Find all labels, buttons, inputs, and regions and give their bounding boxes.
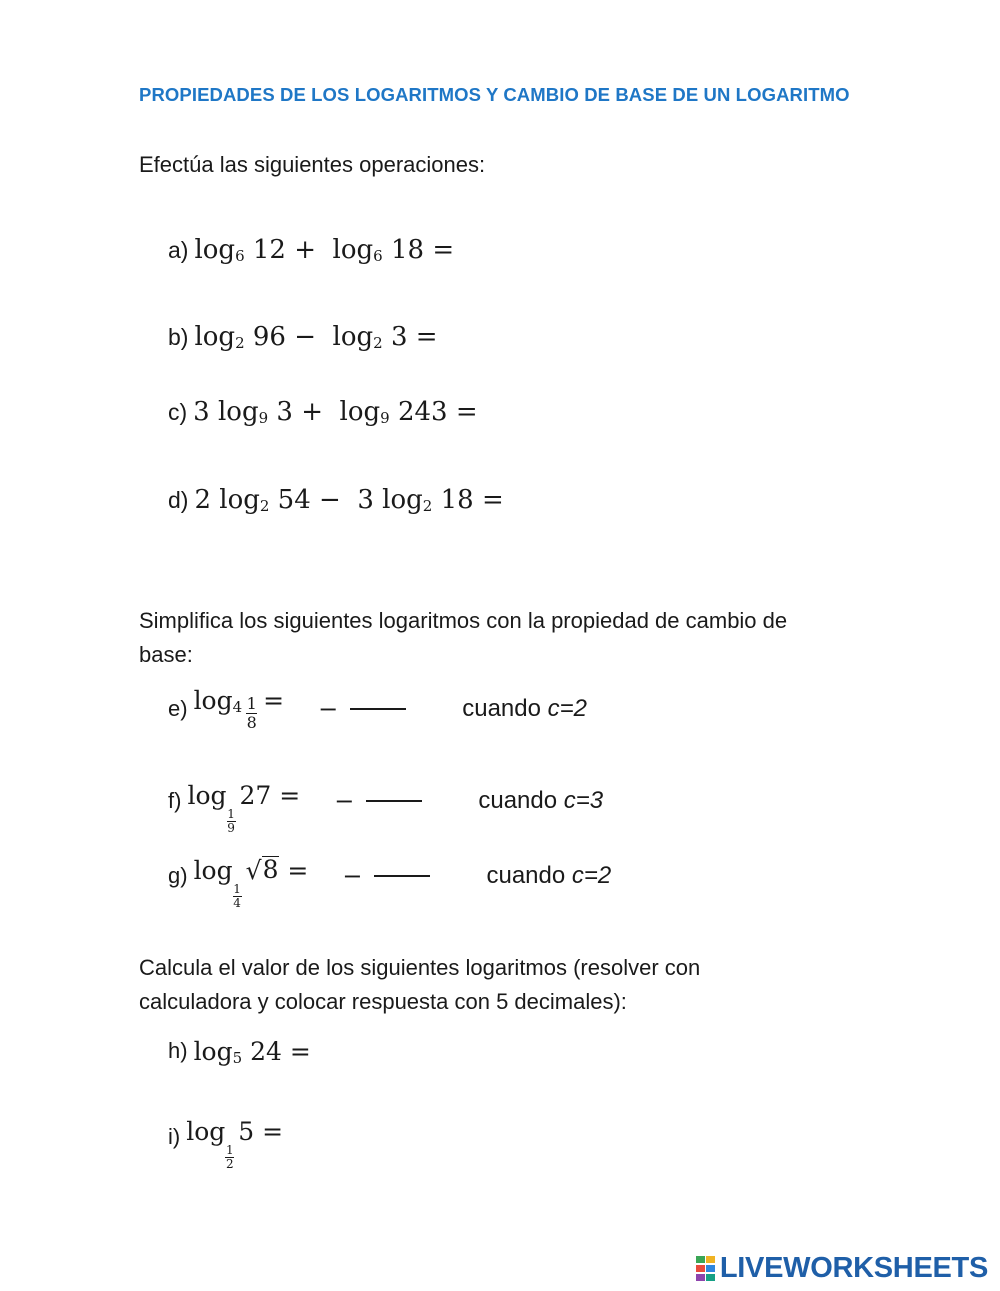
exercise-label: e) [168, 696, 188, 721]
exercise-c [168, 387, 478, 437]
exercise-label: f) [168, 788, 182, 813]
math-expression: $\log_2 96 - \log_2 3$ = [194, 322, 438, 352]
condition-text: cuando c=3 [478, 787, 604, 814]
exercise-a [168, 225, 454, 275]
instruction-line: Simplifica los siguientes logaritmos con la propiedad de cambio de [139, 608, 788, 633]
fraction-base: $\frac{1}{2}$ [225, 1143, 234, 1171]
exercise-g [168, 851, 612, 910]
answer-blank[interactable]: − [318, 695, 406, 723]
answer-blank[interactable]: − [342, 862, 430, 890]
answer-blank[interactable]: − [334, 787, 422, 815]
math-expression: log $\frac{1}{9}$ 27 = [187, 781, 301, 835]
fraction-base: $\frac{1}{4}$ [233, 882, 241, 910]
page-title: PROPIEDADES DE LOS LOGARITMOS Y CAMBIO DE BASE DE UN LOGARITMO [139, 84, 850, 105]
liveworksheets-logo [696, 1252, 988, 1285]
instruction-line: base: [139, 642, 193, 667]
exercise-h [168, 1026, 311, 1076]
math-expression: 2 $\log_2 54 - 3$ $\log_2 18$ = [194, 485, 504, 515]
condition-text: cuando c=2 [486, 862, 612, 889]
section1-instruction: Efectúa las siguientes operaciones: [139, 152, 486, 177]
instruction-line: Calcula el valor de los siguientes logaritmos (resolver con [139, 955, 701, 980]
logo-blocks-icon [696, 1256, 716, 1282]
exercise-label: g) [168, 863, 188, 888]
math-expression: $\log_5 24$ = [193, 1036, 311, 1067]
condition-text: cuando c=2 [462, 695, 588, 722]
exercise-label: a) [168, 236, 189, 263]
logo-text: LIVEWORKSHEETS [719, 1252, 988, 1284]
math-expression: $\log_4$ $\frac{1}{8}$ = [193, 686, 285, 732]
math-expression: log $\frac{1}{4}$ √ 8 = [193, 855, 309, 910]
exercise-label: c) [168, 398, 188, 425]
exercise-d [168, 475, 504, 525]
exercise-e [168, 684, 587, 734]
square-root: √ 8 [245, 855, 279, 885]
instruction-line: calculadora y colocar respuesta con 5 decimales): [139, 989, 627, 1014]
exercise-f [168, 776, 604, 835]
section2-instruction [139, 604, 787, 672]
math-expression: 3 $\log_9 3 + \log_9 243$ = [193, 397, 478, 427]
math-expression: $\log_6 12 + \log_6 18$ = [194, 235, 455, 265]
fraction: $\frac{1}{8}$ [246, 694, 257, 732]
exercise-label: b) [168, 323, 189, 350]
exercise-label: i) [168, 1124, 181, 1149]
exercise-label: d) [168, 486, 189, 513]
math-expression: log $\frac{1}{2}$ 5 = [186, 1117, 284, 1171]
section3-instruction [139, 951, 700, 1019]
fraction-base: $\frac{1}{9}$ [227, 807, 235, 835]
exercise-b [168, 312, 438, 362]
exercise-i [168, 1112, 284, 1171]
exercise-label: h) [168, 1038, 188, 1063]
